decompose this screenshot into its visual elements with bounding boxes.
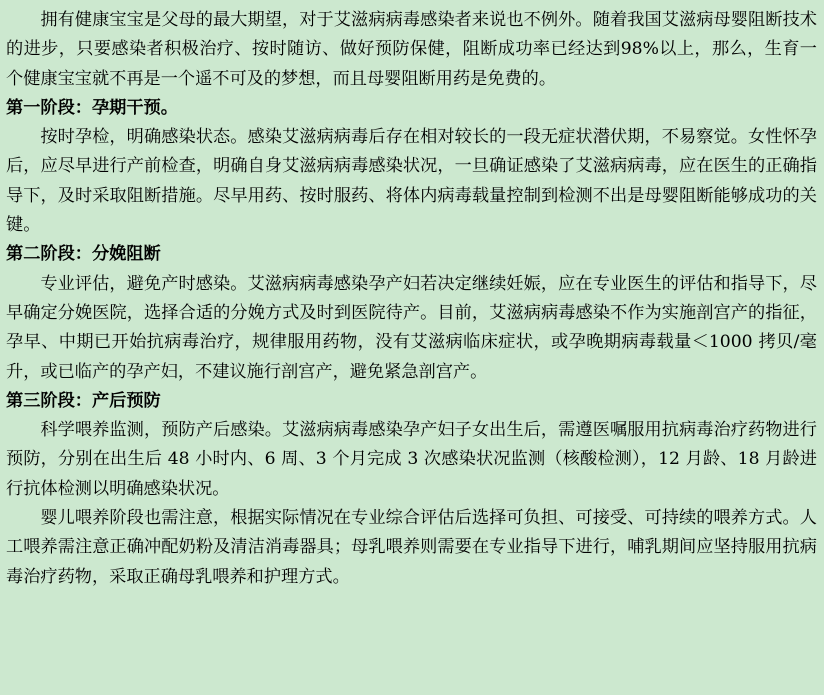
section-3-heading: 第三阶段：产后预防 (6, 390, 161, 411)
section-1-heading: 第一阶段：孕期干预。 (6, 97, 178, 118)
section-3-paragraph-2: 婴儿喂养阶段也需注意，根据实际情况在专业综合评估后选择可负担、可接受、可持续的喂养方式。人工喂养需注意正确冲配奶粉及清洁消毒器具；母乳喂养则需要在专业指导下进行，哺乳期间应坚持服用抗病毒治疗药物，采取正确母乳喂养和护理方式。 (6, 508, 817, 587)
section-1-paragraph: 按时孕检，明确感染状态。感染艾滋病病毒后存在相对较长的一段无症状潜伏期，不易察觉。女性怀孕后，应尽早进行产前检查，明确自身艾滋病病毒感染状况，一旦确证感染了艾滋病病毒，应在医生的正确指导下，及时采取阻断措施。尽早用药、按时服药、将体内病毒载量控制到检测不出是母婴阻断能够成功的关键。 (6, 127, 817, 236)
section-2-heading: 第二阶段：分娩阻断 (6, 244, 161, 265)
intro-paragraph: 拥有健康宝宝是父母的最大期望，对于艾滋病病毒感染者来说也不例外。随着我国艾滋病母婴阻断技术的进步，只要感染者积极治疗、按时随访、做好预防保健，阻断成功率已经达到98%以上，那么，生育一个健康宝宝就不再是一个遥不可及的梦想，而且母婴阻断用药是免费的。 (6, 10, 817, 89)
section-2-paragraph: 专业评估，避免产时感染。艾滋病病毒感染孕产妇若决定继续妊娠，应在专业医生的评估和指导下，尽早确定分娩医院，选择合适的分娩方式及时到医院待产。目前，艾滋病病毒感染不作为实施剖宫产的指征，孕早、中期已开始抗病毒治疗，规律服用药物，没有艾滋病临床症状，或孕晚期病毒载量＜1000 拷贝/毫升，或已临产的孕产妇，不建议施行剖宫产，避免紧急剖宫产。 (6, 273, 817, 382)
section-3-paragraph-1: 科学喂养监测，预防产后感染。艾滋病病毒感染孕产妇子女出生后，需遵医嘱服用抗病毒治疗药物进行预防，分别在出生后 48 小时内、6 周、3 个月完成 3 次感染状况监测（核酸检测），12 月龄、18 月龄进行抗体检测以明确感染状况。 (6, 420, 817, 499)
